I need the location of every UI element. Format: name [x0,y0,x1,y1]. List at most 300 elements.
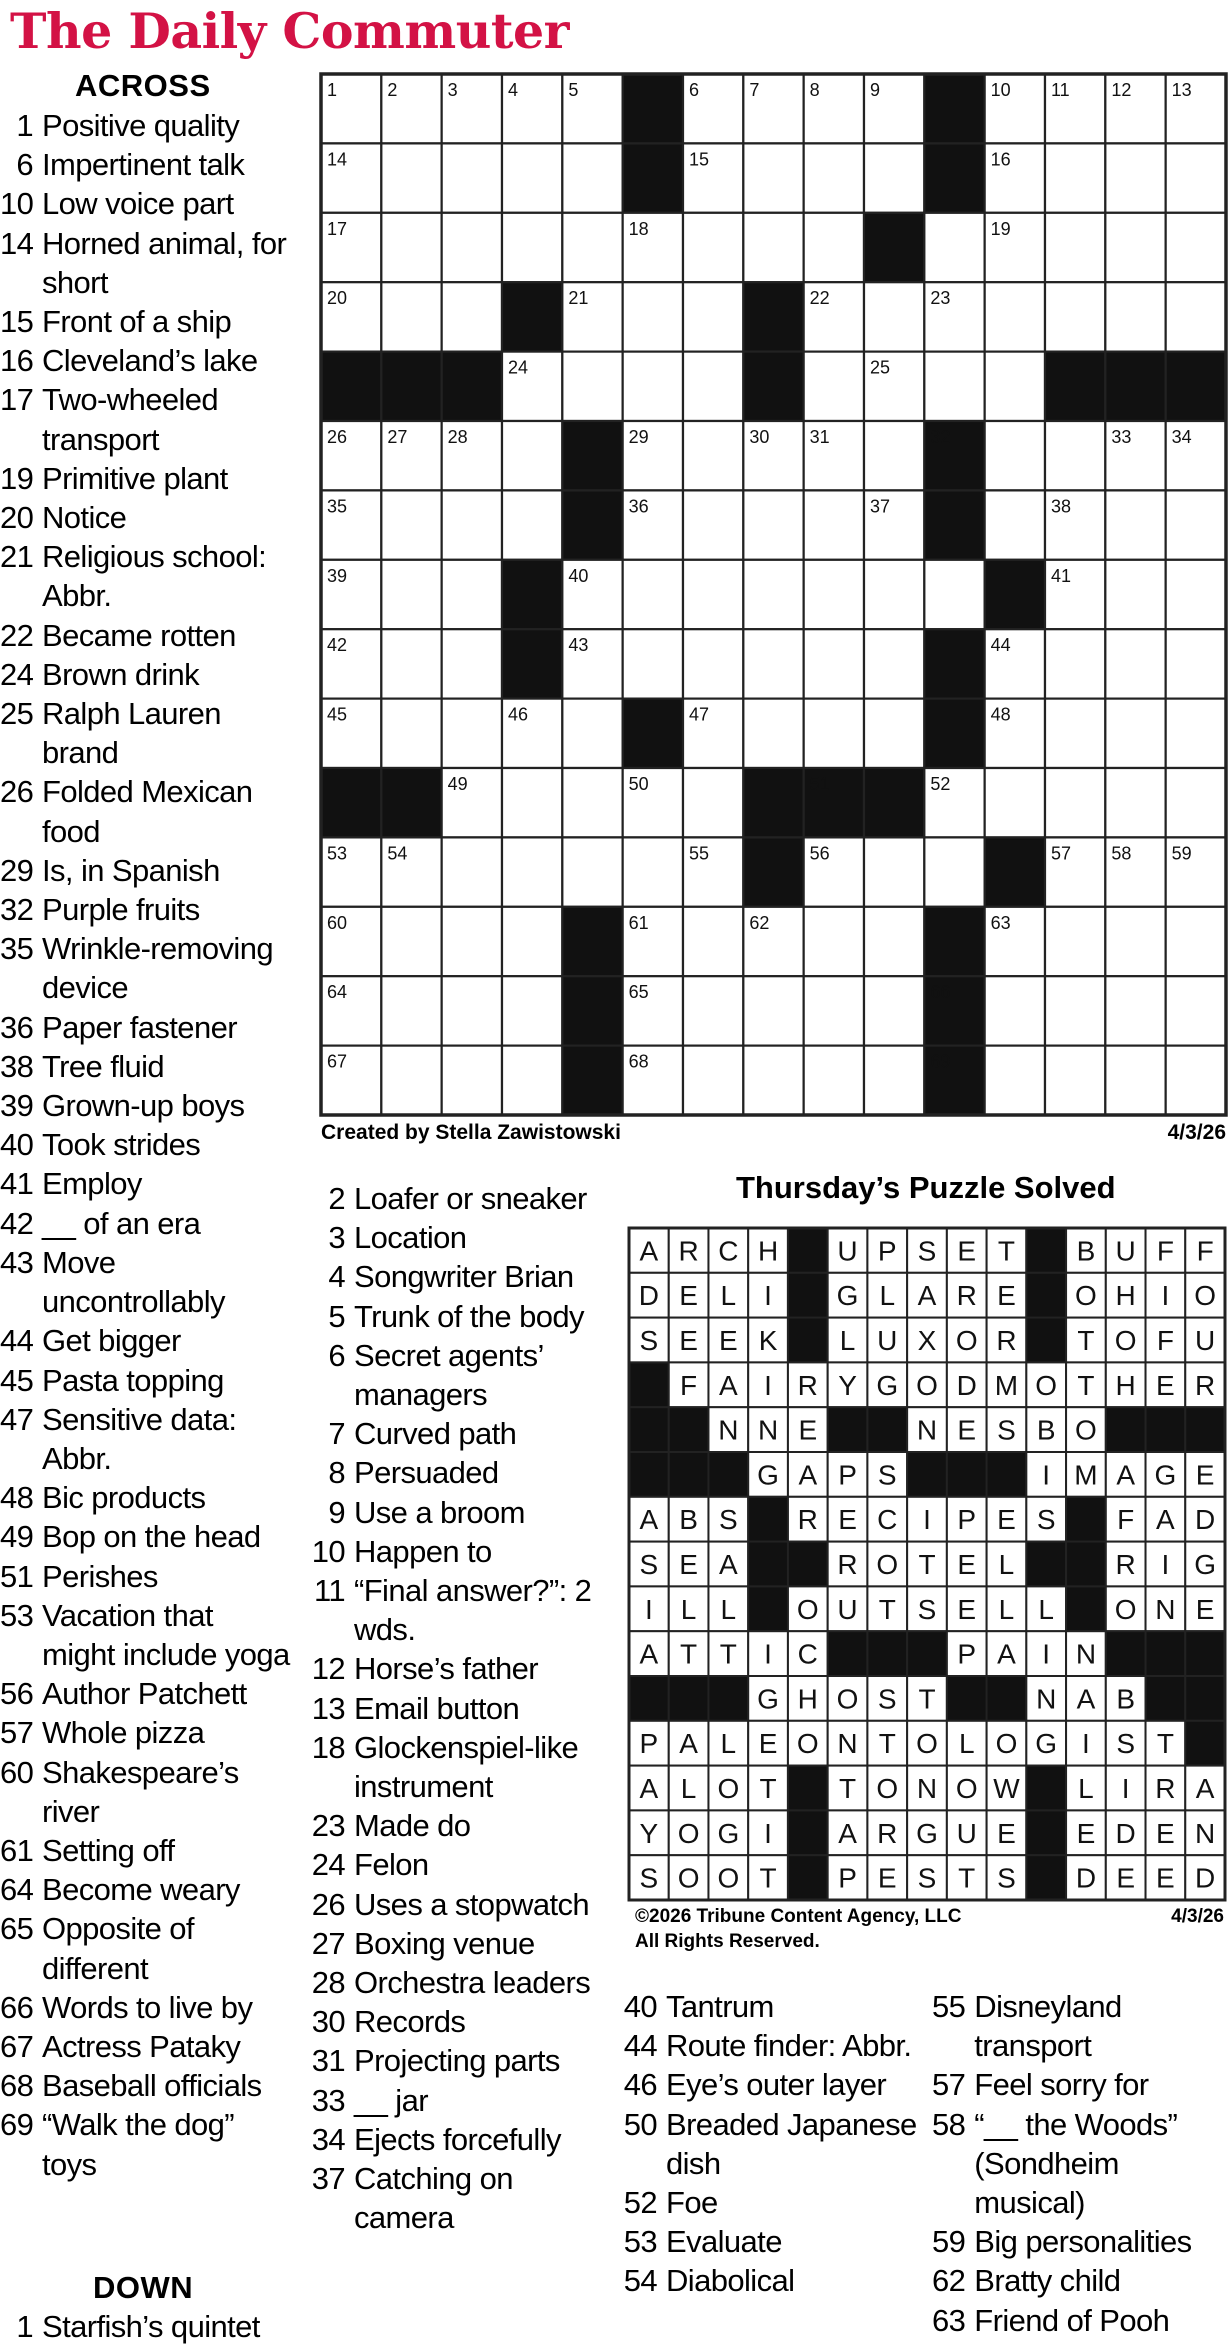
grid-cell[interactable] [804,629,864,698]
grid-cell[interactable] [1166,490,1226,559]
grid-cell[interactable] [623,352,683,421]
clue-number: 41 [0,1166,34,1202]
solution-block-cell [1026,1542,1066,1587]
solution-block-cell [1026,1228,1066,1273]
clue-item[interactable] [0,1870,292,1909]
grid-cell[interactable] [1166,907,1226,976]
clue-item[interactable] [311,1885,615,1924]
grid-cell[interactable] [442,699,502,768]
solution-rights: All Rights Reserved. [635,1931,820,1952]
clue-text: Vacation that might include yoga [42,1597,290,1672]
grid-cell[interactable] [1105,560,1165,629]
grid-cell[interactable] [562,768,622,837]
clue-item[interactable] [311,2002,615,2041]
solution-letter: R [837,1549,858,1580]
clue-item[interactable] [0,498,292,537]
solution-title: Thursday’s Puzzle Solved [736,1170,1116,1205]
grid-cell[interactable] [562,699,622,768]
block-cell [864,213,924,282]
grid-cell[interactable] [1166,560,1226,629]
clue-number: 25 [0,696,34,732]
grid-cell[interactable] [1166,976,1226,1045]
grid-cell[interactable] [683,907,743,976]
grid-cell[interactable] [924,837,984,906]
grid-cell[interactable] [1105,490,1165,559]
clue-item[interactable] [311,1336,615,1414]
solution-letter: L [720,1593,737,1625]
clue-text: Projecting parts [354,2043,560,2079]
clue-item[interactable] [0,1086,292,1125]
grid-cell[interactable] [442,213,502,282]
clue-item[interactable] [0,341,292,380]
grid-cell[interactable] [381,560,441,629]
grid-cell[interactable] [1045,907,1105,976]
clue-item[interactable] [0,1204,292,1243]
solution-letter: E [1195,1593,1215,1625]
grid-cell[interactable] [1166,1046,1226,1115]
grid-cell[interactable] [683,1046,743,1115]
grid-cell[interactable] [1105,976,1165,1045]
grid-cell[interactable] [743,629,803,698]
solution-letter: H [1115,1280,1136,1312]
grid-cell[interactable] [864,907,924,976]
solution-letter: L [1038,1593,1054,1625]
clue-number: 40 [623,1989,657,2024]
clue-number: 56 [0,1676,34,1712]
grid-cell[interactable] [864,421,924,490]
clue-item[interactable] [0,1400,292,1478]
clue-item[interactable] [932,2301,1232,2340]
clue-item[interactable] [0,2307,292,2346]
clue-text: Bratty child [974,2263,1121,2299]
grid-cell[interactable] [683,213,743,282]
solution-letter: E [679,1549,698,1580]
grid-cell[interactable] [683,421,743,490]
cell-number: 19 [990,218,1011,239]
grid-cell[interactable] [924,560,984,629]
solution-block-cell [629,1452,669,1497]
clue-item[interactable] [0,1164,292,1203]
clue-item[interactable] [0,1596,292,1674]
clue-text: Happen to [354,1533,492,1569]
grid-cell[interactable] [562,213,622,282]
solution-letter: S [1036,1504,1056,1536]
cell-number: 36 [628,496,649,517]
solution-letter: O [955,1325,978,1356]
grid-cell[interactable] [743,1046,803,1115]
clue-item[interactable] [0,224,292,302]
clue-number: 6 [328,1337,345,1373]
clue-item[interactable] [311,1297,615,1336]
clue-text: Trunk of the body [354,1298,584,1334]
clue-text: Impertinent talk [42,147,245,183]
grid-cell[interactable] [743,976,803,1045]
clue-text: Friend of Pooh [974,2302,1170,2338]
clue-item[interactable] [0,1517,292,1556]
grid-cell[interactable] [1105,1046,1165,1115]
cell-number: 16 [990,149,1011,170]
clue-number: 47 [0,1401,34,1437]
clue-item[interactable] [0,616,292,655]
clue-item[interactable] [0,694,292,772]
clue-item[interactable] [0,1753,292,1831]
grid-cell[interactable] [1045,629,1105,698]
clue-item[interactable] [0,1909,292,1987]
clue-number: 1 [16,108,33,143]
grid-cell[interactable] [683,768,743,837]
clue-item[interactable] [623,2183,928,2222]
solution-letter: O [677,1817,700,1849]
clue-item[interactable] [311,1218,615,1257]
grid-cell[interactable] [1045,421,1105,490]
clue-text: Bic products [42,1480,206,1516]
grid-cell[interactable] [1166,699,1226,768]
solution-letter: L [839,1325,856,1356]
clue-text: Diabolical [666,2263,795,2299]
grid-cell[interactable] [502,976,562,1045]
clue-number: 37 [311,2161,345,2197]
grid-cell[interactable] [381,976,441,1045]
grid-cell[interactable] [381,143,441,212]
solution-block-cell [788,1273,828,1318]
solution-block-cell [1066,1542,1106,1587]
cell-number: 18 [628,218,649,239]
grid-cell[interactable] [985,421,1045,490]
clue-item[interactable] [311,1414,615,1453]
clue-text: Persuaded [354,1455,499,1491]
solution-letter: A [639,1638,659,1670]
grid-cell[interactable] [683,352,743,421]
grid-cell[interactable] [864,560,924,629]
grid-cell[interactable] [502,1046,562,1115]
clue-number: 48 [0,1480,34,1516]
clue-number: 3 [328,1220,345,1256]
solution-letter: N [1155,1593,1176,1625]
grid-cell[interactable] [442,976,502,1045]
clue-number: 34 [311,2121,345,2157]
grid-cell[interactable] [1045,143,1105,212]
cell-number: 46 [508,704,529,725]
solution-letter: I [764,1817,772,1849]
clue-text: Become weary [42,1872,240,1908]
grid-cell[interactable] [381,213,441,282]
grid-cell[interactable] [683,560,743,629]
cell-number: 31 [809,427,830,447]
grid-cell[interactable] [562,143,622,212]
grid-cell[interactable] [502,768,562,837]
solution-letter: B [1036,1414,1056,1446]
clue-item[interactable] [311,1571,615,1649]
grid-cell[interactable] [804,352,864,421]
grid-cell[interactable] [381,699,441,768]
grid-cell[interactable] [502,490,562,559]
clue-item[interactable] [311,1649,615,1688]
block-cell [924,907,984,976]
crossword-grid[interactable] [319,72,1228,1117]
clue-number: 5 [328,1298,345,1334]
solution-letter: A [718,1549,738,1580]
clue-item[interactable] [0,459,292,498]
grid-cell[interactable] [864,143,924,212]
clue-item[interactable] [932,2105,1232,2223]
grid-cell[interactable] [864,976,924,1045]
grid-cell[interactable] [1045,282,1105,351]
grid-cell[interactable] [442,143,502,212]
solution-letter: T [918,1683,936,1715]
clue-number: 29 [0,852,34,888]
grid-cell[interactable] [985,352,1045,421]
grid-cell[interactable] [804,213,864,282]
clue-text: Whole pizza [42,1715,205,1751]
clue-item[interactable] [311,1453,615,1492]
clue-item[interactable] [0,890,292,929]
solution-letter: O [1114,1593,1137,1625]
grid-cell[interactable] [743,560,803,629]
clue-item[interactable] [0,851,292,890]
grid-cell[interactable] [1045,699,1105,768]
grid-cell[interactable] [864,837,924,906]
grid-cell[interactable] [864,699,924,768]
clue-item[interactable] [0,1361,292,1400]
grid-cell[interactable] [1045,213,1105,282]
grid-cell[interactable] [442,629,502,698]
clue-item[interactable] [311,2159,615,2237]
grid-cell[interactable] [804,976,864,1045]
clue-number: 68 [0,2068,34,2104]
solution-block-cell [669,1407,709,1452]
grid-cell[interactable] [804,490,864,559]
grid-cell[interactable] [562,837,622,906]
clue-item[interactable] [0,184,292,223]
solution-letter: I [1161,1280,1170,1312]
solution-block-cell [1026,1318,1066,1363]
clue-item[interactable] [0,655,292,694]
clue-item[interactable] [0,2066,292,2105]
grid-cell[interactable] [1105,907,1165,976]
clue-item[interactable] [311,1845,615,1884]
grid-cell[interactable] [1045,976,1105,1045]
grid-cell[interactable] [804,560,864,629]
grid-cell[interactable] [1105,213,1165,282]
clue-number: 28 [311,1965,345,2001]
cell-number: 59 [1171,843,1192,864]
clue-item[interactable] [0,380,292,458]
solution-letter: C [718,1235,739,1267]
clue-number: 61 [0,1832,34,1868]
grid-cell[interactable] [804,699,864,768]
grid-cell[interactable] [743,213,803,282]
grid-cell[interactable] [502,421,562,490]
grid-cell[interactable] [381,629,441,698]
grid-cell[interactable] [623,282,683,351]
clue-item[interactable] [623,2261,928,2300]
clue-item[interactable] [311,1179,615,1218]
grid-cell[interactable] [683,629,743,698]
grid-cell[interactable] [623,629,683,698]
clue-item[interactable] [0,2105,292,2183]
clue-item[interactable] [0,537,292,615]
grid-cell[interactable] [1045,768,1105,837]
clue-item[interactable] [0,2027,292,2066]
clue-item[interactable] [311,1963,615,2002]
grid-cell[interactable] [442,490,502,559]
grid-cell[interactable] [804,143,864,212]
grid-cell[interactable] [743,490,803,559]
clue-item[interactable] [311,1532,615,1571]
clue-text: Religious school: Abbr. [42,539,267,614]
cell-number: 27 [387,427,408,447]
cell-number: 35 [327,496,348,517]
clue-number: 44 [623,2028,657,2064]
clue-item[interactable] [311,1806,615,1845]
clue-item[interactable] [311,2041,615,2080]
clue-item[interactable] [311,1924,615,1963]
clue-text: Opposite of different [42,1911,194,1986]
solution-letter: C [797,1638,818,1670]
clue-item[interactable] [623,2105,928,2183]
grid-cell[interactable] [743,143,803,212]
clue-item[interactable] [0,929,292,1007]
clue-item[interactable] [0,1478,292,1517]
solution-letter: S [877,1683,897,1715]
solution-letter: F [1156,1325,1174,1356]
grid-cell[interactable] [623,837,683,906]
grid-cell[interactable] [985,1046,1045,1115]
clue-item[interactable] [932,2261,1232,2300]
grid-cell[interactable] [502,143,562,212]
cell-number: 26 [327,427,348,447]
clue-item[interactable] [623,2026,928,2065]
grid-cell[interactable] [623,560,683,629]
solution-letter: A [838,1817,857,1849]
clue-item[interactable] [0,772,292,850]
grid-cell[interactable] [442,907,502,976]
clue-item[interactable] [311,1257,615,1296]
grid-cell[interactable] [502,907,562,976]
grid-cell[interactable] [1045,1046,1105,1115]
clue-text: Move uncontrollably [42,1244,225,1320]
clue-number: 57 [0,1715,34,1751]
grid-cell[interactable] [804,1046,864,1115]
grid-cell[interactable] [683,282,743,351]
grid-cell[interactable] [985,490,1045,559]
clue-number: 39 [0,1088,34,1124]
grid-cell[interactable] [1105,143,1165,212]
grid-cell[interactable] [1105,282,1165,351]
grid-cell[interactable] [864,629,924,698]
grid-cell[interactable] [1166,282,1226,351]
solution-letter: A [639,1773,659,1804]
clue-text: Words to live by [42,1989,253,2025]
cell-number: 64 [327,982,348,1003]
solution-block-cell [788,1810,828,1855]
solution-letter: R [797,1504,818,1536]
grid-cell[interactable] [502,213,562,282]
grid-cell[interactable] [985,768,1045,837]
clue-item[interactable] [623,2222,928,2261]
clue-item[interactable] [932,1987,1232,2065]
solution-letter: I [1082,1728,1090,1760]
grid-cell[interactable] [1105,699,1165,768]
clue-item[interactable] [311,1493,615,1532]
grid-cell[interactable] [804,907,864,976]
grid-cell[interactable] [502,837,562,906]
clue-item[interactable] [311,2081,615,2120]
clue-item[interactable] [0,145,292,184]
solution-block-cell [947,1676,987,1721]
clue-item[interactable] [0,302,292,341]
clue-number: 14 [0,225,34,261]
puzzle-credit: Created by Stella Zawistowski [321,1121,621,1144]
grid-cell[interactable] [1166,768,1226,837]
grid-cell[interactable] [442,560,502,629]
grid-cell[interactable] [1105,629,1165,698]
solution-letter: G [1194,1549,1217,1580]
grid-cell[interactable] [562,352,622,421]
grid-cell[interactable] [985,976,1045,1045]
clue-item[interactable] [0,1713,292,1752]
grid-cell[interactable] [864,1046,924,1115]
grid-cell[interactable] [1105,768,1165,837]
clue-item[interactable] [932,2065,1232,2104]
clue-item[interactable] [0,1125,292,1164]
clue-item[interactable] [0,1674,292,1713]
grid-cell[interactable] [381,907,441,976]
grid-cell[interactable] [1166,143,1226,212]
clue-item[interactable] [0,1047,292,1086]
clue-item[interactable] [623,2065,928,2104]
grid-cell[interactable] [683,976,743,1045]
clue-item[interactable] [0,106,292,145]
clue-item[interactable] [311,1728,615,1806]
clue-item[interactable] [0,1831,292,1870]
grid-cell[interactable] [1166,629,1226,698]
clue-item[interactable] [0,1243,292,1321]
block-cell [321,768,381,837]
grid-cell[interactable] [864,282,924,351]
solution-letter: E [1195,1459,1215,1491]
grid-cell[interactable] [683,490,743,559]
clue-item[interactable] [0,1988,292,2027]
grid-cell[interactable] [381,282,441,351]
clue-item[interactable] [311,2120,615,2159]
grid-cell[interactable] [381,1046,441,1115]
grid-cell[interactable] [442,837,502,906]
grid-cell[interactable] [442,1046,502,1115]
solution-letter: S [639,1549,659,1580]
clue-number: 63 [932,2302,966,2338]
grid-cell[interactable] [1166,213,1226,282]
grid-cell[interactable] [442,282,502,351]
clue-item[interactable] [623,1987,928,2026]
grid-cell[interactable] [924,213,984,282]
clue-item[interactable] [311,1689,615,1728]
clue-item[interactable] [0,1557,292,1596]
block-cell [924,629,984,698]
solution-letter: S [917,1235,937,1267]
grid-cell[interactable] [924,352,984,421]
solution-letter: E [957,1593,977,1625]
solution-letter: S [718,1504,738,1536]
grid-cell[interactable] [985,282,1045,351]
grid-cell[interactable] [381,490,441,559]
cell-number: 33 [1111,427,1132,447]
grid-cell[interactable] [743,699,803,768]
clue-item[interactable] [0,1008,292,1047]
solution-letter: O [796,1593,819,1625]
clue-item[interactable] [932,2222,1232,2261]
clue-item[interactable] [0,1321,292,1360]
